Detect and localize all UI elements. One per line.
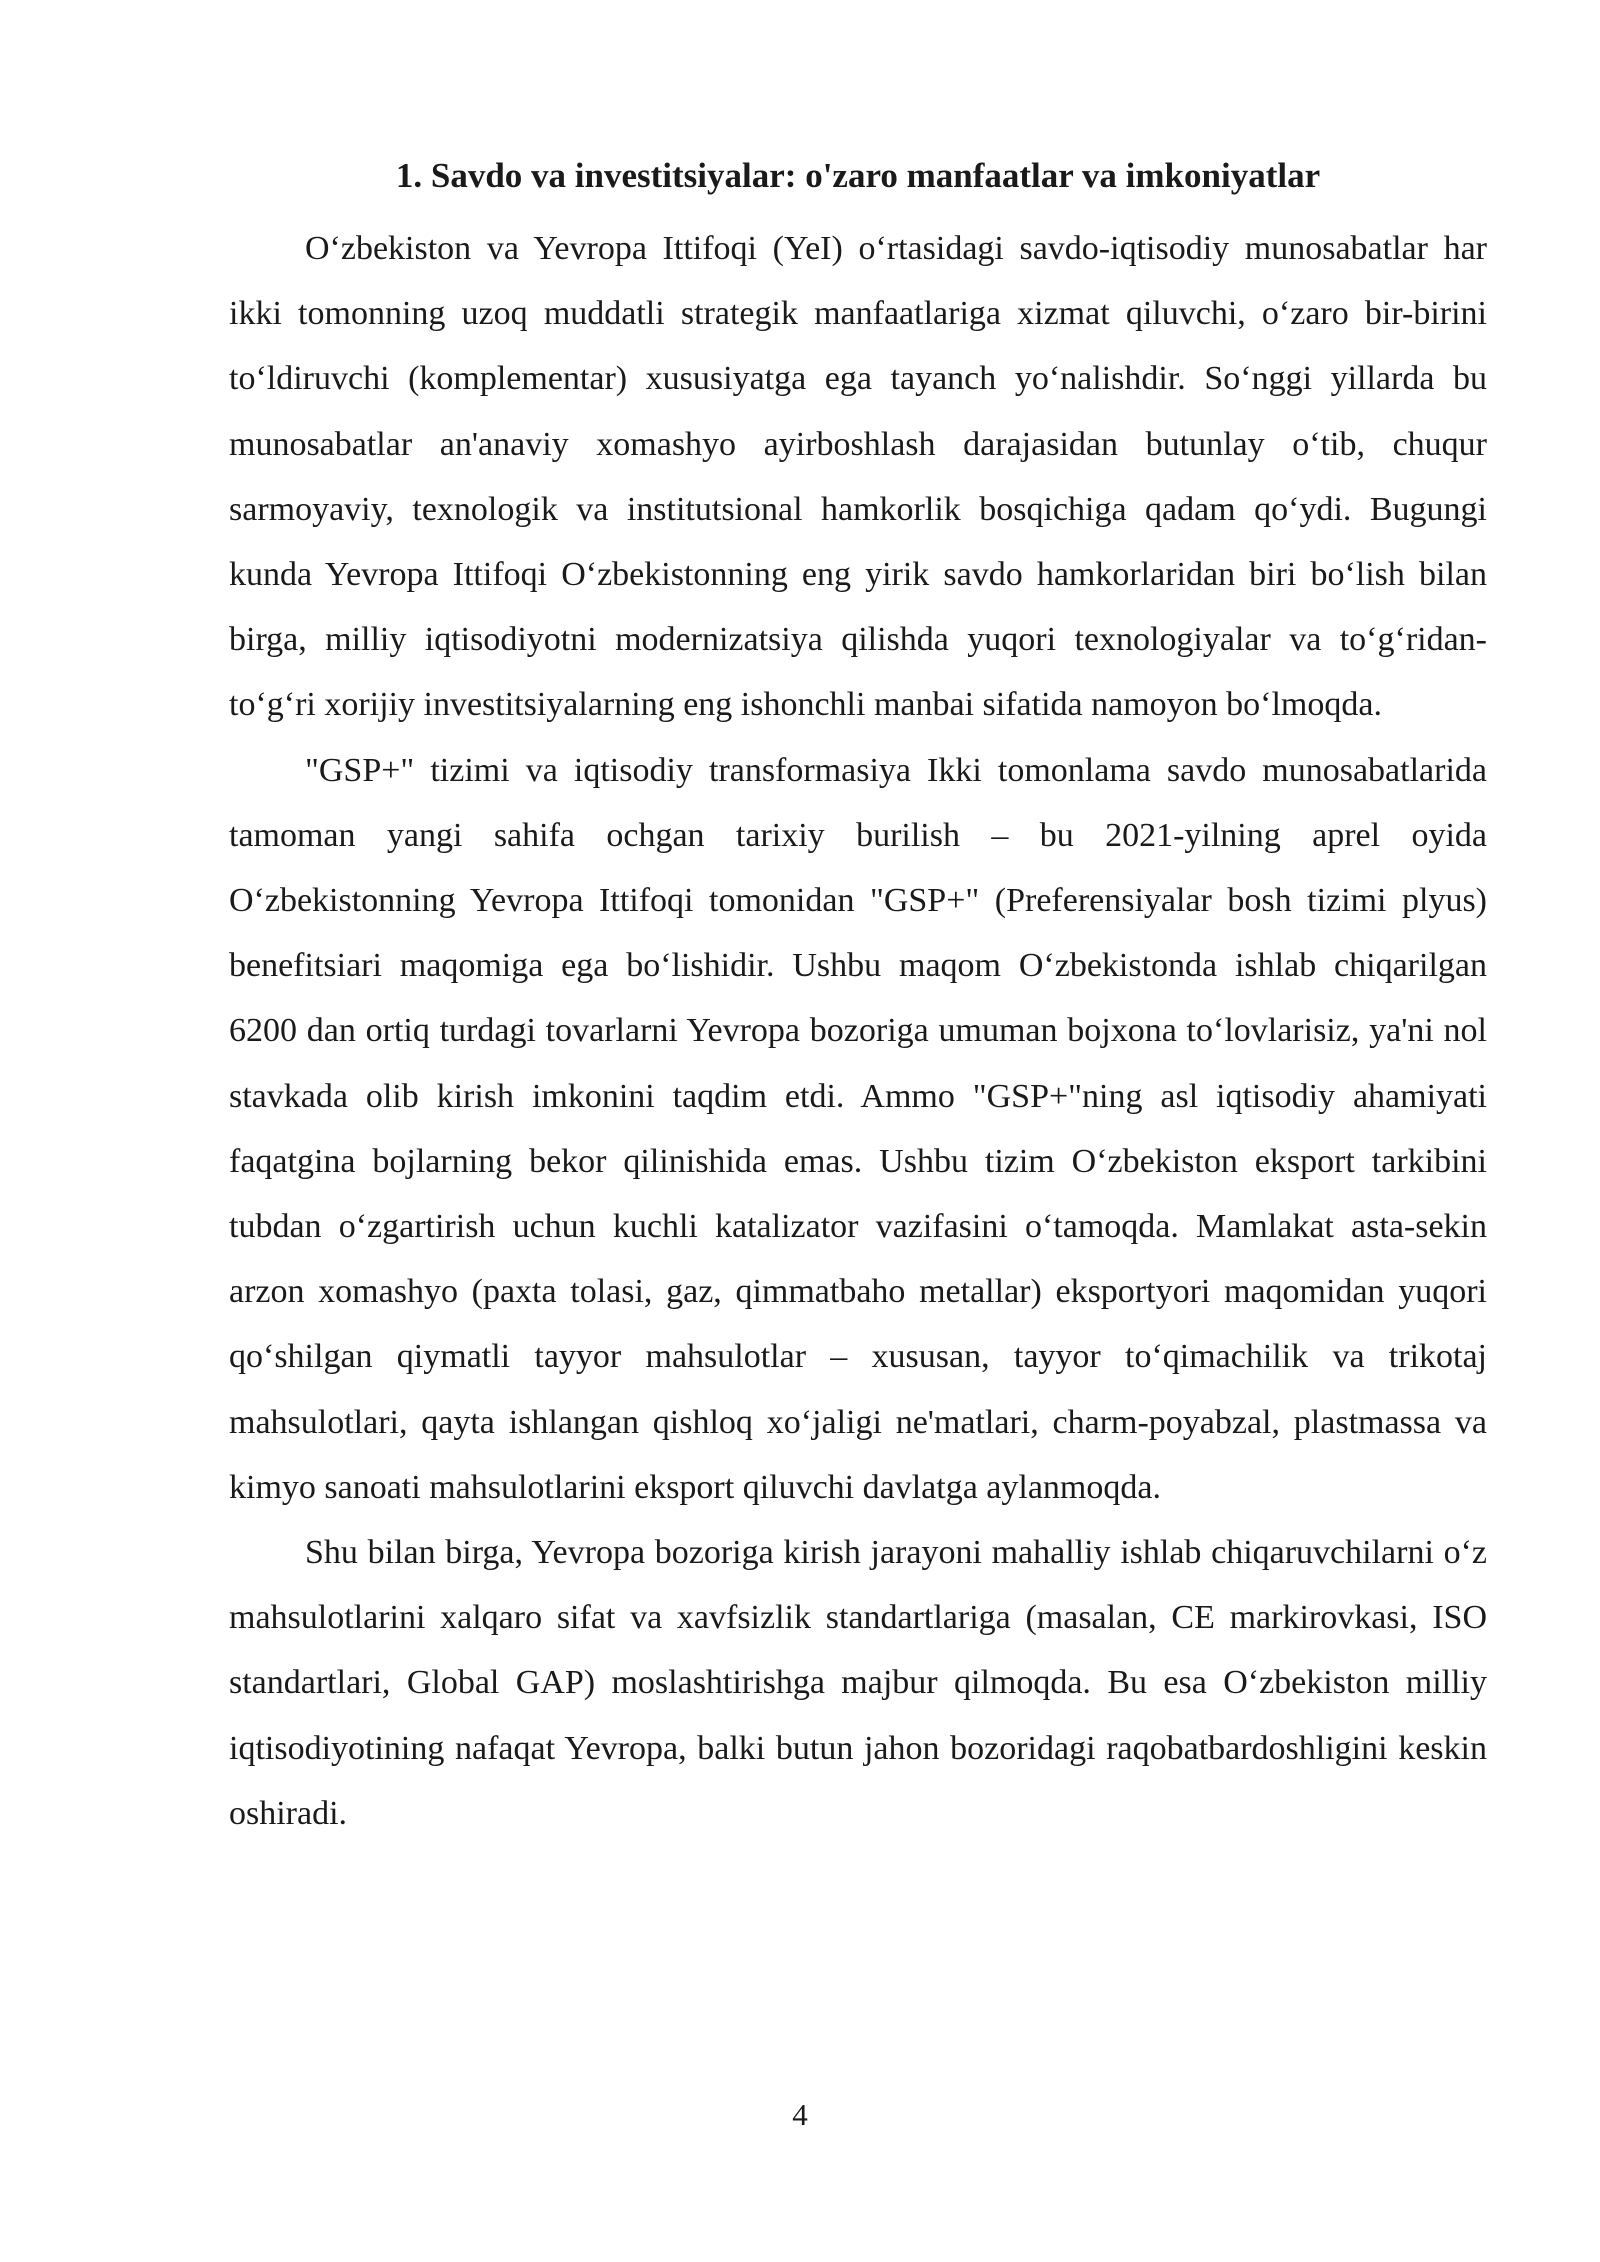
page-number: 4 xyxy=(792,2097,808,2132)
document-page xyxy=(229,150,1487,1846)
paragraph-standards: Shu bilan birga, Yevropa bozoriga kirish jarayoni mahalliy ishlab chiqaruvchilarni o‘z mahsulotlarini xalqaro sifat va xavfsizlik standartlariga (masalan, CE markirovkasi, ISO standartlari, Global GAP) moslashtirishga majbur qilmoqda. Bu esa O‘zbekiston milliy iqtisodiyotining nafaqat Yevropa, balki butun jahon bozoridagi raqobatbardoshligini keskin oshiradi. xyxy=(229,1534,1487,1832)
paragraph-gsp-plus: "GSP+" tizimi va iqtisodiy transformasiya Ikki tomonlama savdo munosabatlarida tamoman yangi sahifa ochgan tarixiy burilish – bu 2021-yilning aprel oyida O‘zbekistonning Yevropa Ittifoqi tomonidan "GSP+" (Preferensiyalar bosh tizimi plyus) benefitsiari maqomiga ega bo‘lishidir. Ushbu maqom O‘zbekistonda ishlab chiqarilgan 6200 dan ortiq turdagi tovarlarni Yevropa bozoriga umuman bojxona to‘lovlarisiz, ya'ni nol stavkada olib kirish imkonini taqdim etdi. Ammo "GSP+"ning asl iqtisodiy ahamiyati faqatgina bojlarning bekor qilinishida emas. Ushbu tizim O‘zbekiston eksport tarkibini tubdan o‘zgartirish uchun kuchli katalizator vazifasini o‘tamoqda. Mamlakat asta-sekin arzon xomashyo (paxta tolasi, gaz, qimmatbaho metallar) eksportyori maqomidan yuqori qo‘shilgan qiymatli tayyor mahsulotlar – xususan, tayyor to‘qimachilik va trikotaj mahsulotlari, qayta ishlangan qishloq xo‘jaligi ne'matlari, charm-poyabzal, plastmassa va kimyo sanoati mahsulotlarini eksport qiluvchi davlatga aylanmoqda. xyxy=(229,751,1487,1506)
paragraph-eu-relations: O‘zbekiston va Yevropa Ittifoqi (YeI) o‘rtasidagi savdo-iqtisodiy munosabatlar har ikki tomonning uzoq muddatli strategik manfaatlariga xizmat qiluvchi, o‘zaro bir-birini to‘ldiruvchi (komplementar) xususiyatga ega tayanch yo‘nalishdir. So‘nggi yillarda bu munosabatlar an'anaviy xomashyo ayirboshlash darajasidan butunlay o‘tib, chuqur sarmoyaviy, texnologik va institutsional hamkorlik bosqichiga qadam qo‘ydi. Bugungi kunda Yevropa Ittifoqi O‘zbekistonning eng yirik savdo hamkorlaridan biri bo‘lish bilan birga, milliy iqtisodiyotni modernizatsiya qilishda yuqori texnologiyalar va to‘g‘ridan-to‘g‘ri xorijiy investitsiyalarning eng ishonchli manbai sifatida namoyon bo‘lmoqda. xyxy=(229,230,1487,724)
section-heading: 1. Savdo va investitsiyalar: o'zaro manfaatlar va imkoniyatlar xyxy=(395,156,1321,195)
